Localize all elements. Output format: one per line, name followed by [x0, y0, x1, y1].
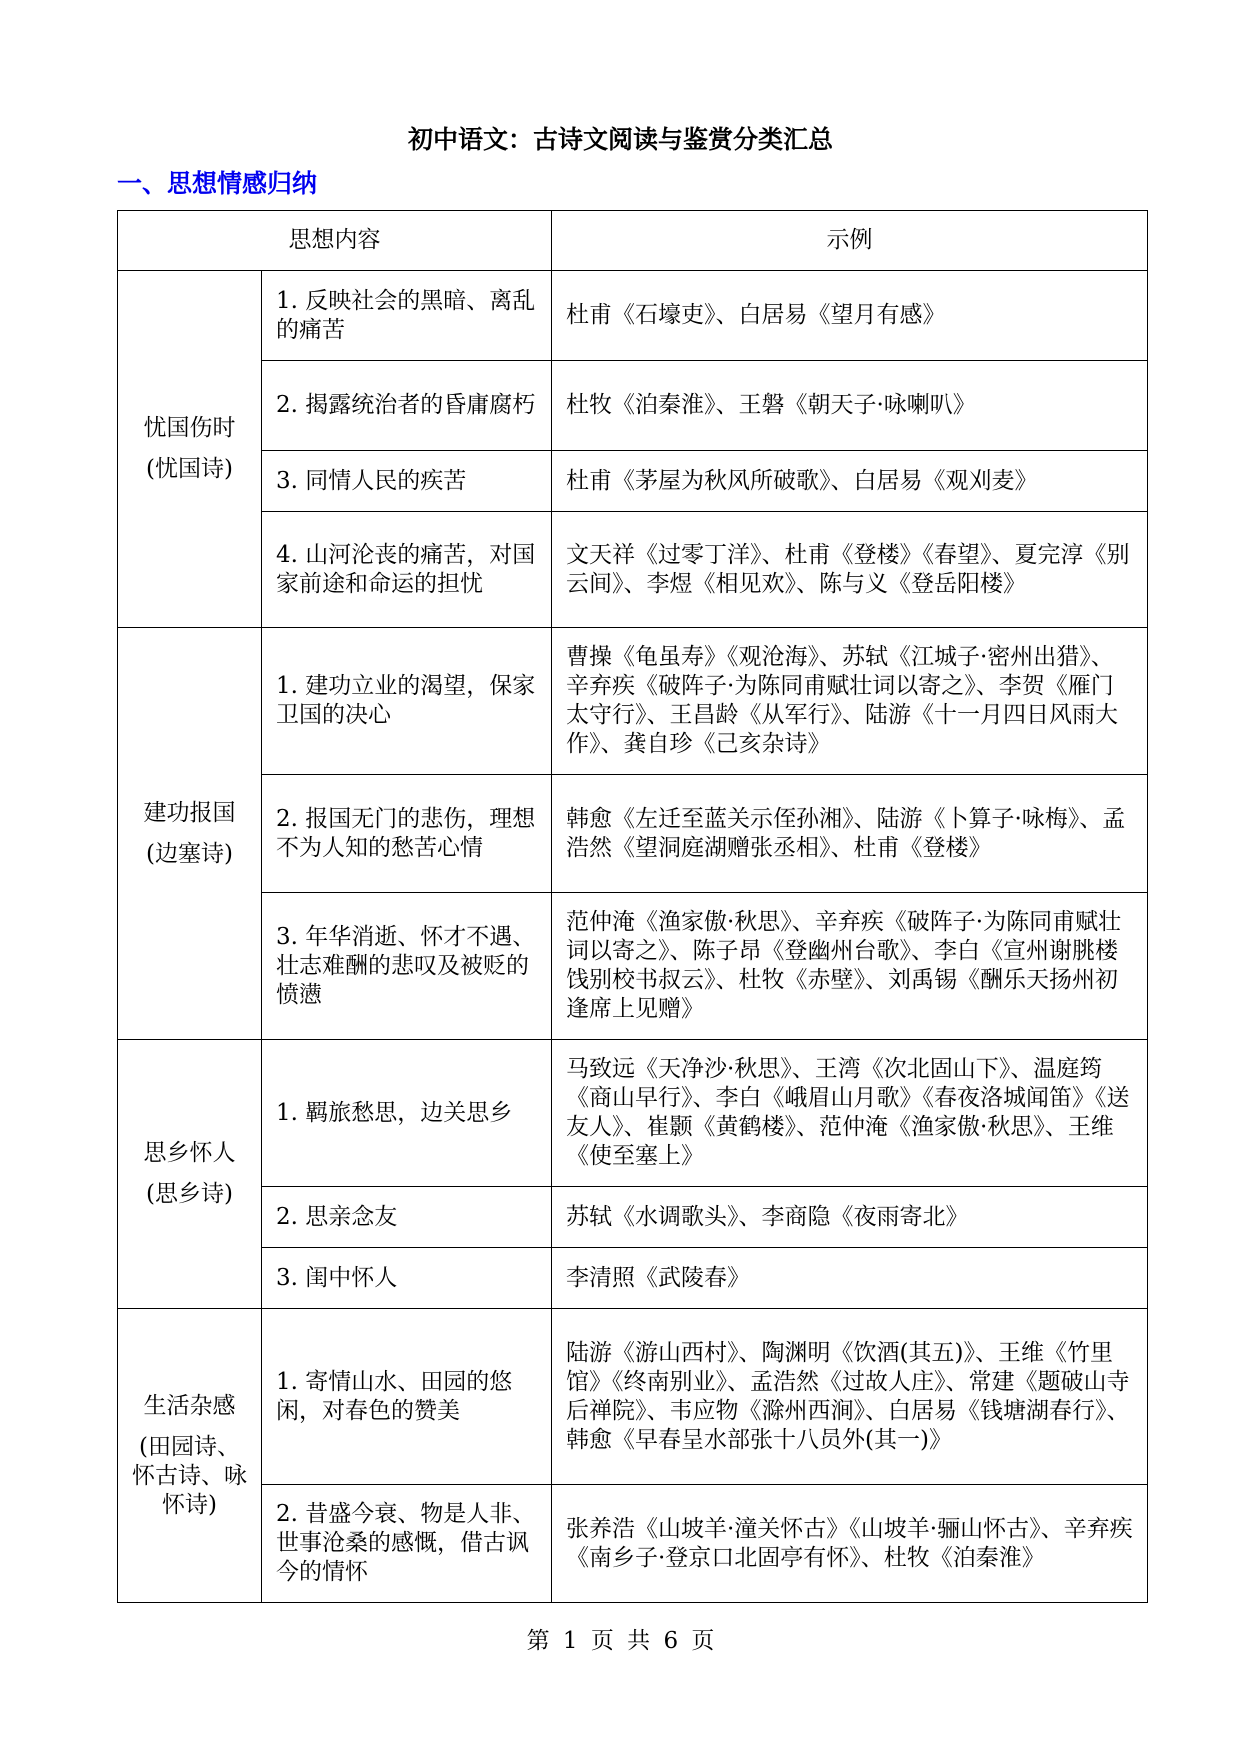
example-cell: 马致远《天净沙·秋思》、王湾《次北固山下》、温庭筠《商山早行》、李白《峨眉山月歌》《春夜洛城闻笛》《送友人》、崔颢《黄鹤楼》、范仲淹《渔家傲·秋思》、王维《使至塞上》 — [552, 1040, 1148, 1187]
table-header-row — [118, 211, 1148, 271]
example-cell: 范仲淹《渔家傲·秋思》、辛弃疾《破阵子·为陈同甫赋壮词以寄之》、陈子昂《登幽州台歌》、李白《宣州谢朓楼饯别校书叔云》、杜牧《赤壁》、刘禹锡《酬乐天扬州初逢席上见赠》 — [552, 893, 1148, 1040]
example-cell: 文天祥《过零丁洋》、杜甫《登楼》《春望》、夏完淳《别云间》、李煜《相见欢》、陈与义《登岳阳楼》 — [552, 512, 1148, 628]
example-cell: 杜牧《泊秦淮》、王磐《朝天子·咏喇叭》 — [552, 361, 1148, 451]
content-item: 3. 闺中怀人 — [262, 1248, 552, 1309]
page-number: 第 1 页 共 6 页 — [526, 1628, 715, 1654]
example-cell: 陆游《游山西村》、陶渊明《饮酒(其五)》、王维《竹里馆》《终南别业》、孟浩然《过故人庄》、常建《题破山寺后禅院》、韦应物《滁州西涧》、白居易《钱塘湖春行》、韩愈《早春呈水部张十八员外(其一)》 — [552, 1309, 1148, 1485]
table-row — [118, 775, 1148, 893]
table-row — [118, 893, 1148, 1040]
category-cell — [118, 271, 262, 628]
content-item: 3. 年华消逝、怀才不遇、壮志难酬的悲叹及被贬的愤懑 — [262, 893, 552, 1040]
example-cell: 曹操《龟虽寿》《观沧海》、苏轼《江城子·密州出猎》、辛弃疾《破阵子·为陈同甫赋壮词以寄之》、李贺《雁门太守行》、王昌龄《从军行》、陆游《十一月四日风雨大作》、龚自珍《己亥杂诗》 — [552, 628, 1148, 775]
category-sub: (边塞诗) — [146, 840, 233, 867]
table-row — [118, 361, 1148, 451]
header-example: 示例 — [552, 211, 1148, 271]
content-item: 3. 同情人民的疾苦 — [262, 451, 552, 512]
table-row — [118, 1309, 1148, 1485]
header-content: 思想内容 — [118, 211, 552, 271]
table-row — [118, 451, 1148, 512]
category-name: 建功报国 — [143, 799, 236, 826]
category-name: 忧国伤时 — [143, 415, 236, 441]
example-cell: 韩愈《左迁至蓝关示侄孙湘》、陆游《卜算子·咏梅》、孟浩然《望洞庭湖赠张丞相》、杜甫《登楼》 — [552, 775, 1148, 893]
content-item: 1. 建功立业的渴望，保家卫国的决心 — [262, 628, 552, 775]
category-name: 思乡怀人 — [143, 1140, 236, 1166]
content-item: 2. 揭露统治者的昏庸腐朽 — [262, 361, 552, 451]
category-cell — [118, 628, 262, 1040]
category-cell — [118, 1040, 262, 1309]
example-cell: 苏轼《水调歌头》、李商隐《夜雨寄北》 — [552, 1187, 1148, 1248]
table-row — [118, 1187, 1148, 1248]
content-item: 2. 昔盛今衰、物是人非、世事沧桑的感慨，借古讽今的情怀 — [262, 1485, 552, 1603]
content-item: 1. 寄情山水、田园的悠闲，对春色的赞美 — [262, 1309, 552, 1485]
table-row — [118, 271, 1148, 361]
content-item: 1. 羁旅愁思，边关思乡 — [262, 1040, 552, 1187]
document-title: 初中语文：古诗文阅读与鉴赏分类汇总 — [407, 125, 833, 154]
section-heading: 一、思想情感归纳 — [117, 169, 318, 198]
content-item: 2. 思亲念友 — [262, 1187, 552, 1248]
content-item: 4. 山河沦丧的痛苦，对国家前途和命运的担忧 — [262, 512, 552, 628]
category-sub: (忧国诗) — [146, 456, 233, 482]
table-row — [118, 628, 1148, 775]
example-cell: 张养浩《山坡羊·潼关怀古》《山坡羊·骊山怀古》、辛弃疾《南乡子·登京口北固亭有怀》、杜牧《泊秦淮》 — [552, 1485, 1148, 1603]
emotion-summary-table — [117, 210, 1148, 1603]
category-sub: (思乡诗) — [146, 1181, 233, 1207]
category-cell — [118, 1309, 262, 1603]
content-item: 1. 反映社会的黑暗、离乱的痛苦 — [262, 271, 552, 361]
table-row — [118, 1040, 1148, 1187]
example-cell: 杜甫《石壕吏》、白居易《望月有感》 — [552, 271, 1148, 361]
category-sub: (田园诗、怀古诗、咏怀诗) — [132, 1433, 247, 1518]
table-row — [118, 1485, 1148, 1603]
content-item: 2. 报国无门的悲伤，理想不为人知的愁苦心情 — [262, 775, 552, 893]
example-cell: 李清照《武陵春》 — [552, 1248, 1148, 1309]
table-row — [118, 1248, 1148, 1309]
category-name: 生活杂感 — [143, 1392, 236, 1419]
table-row — [118, 512, 1148, 628]
example-cell: 杜甫《茅屋为秋风所破歌》、白居易《观刈麦》 — [552, 451, 1148, 512]
